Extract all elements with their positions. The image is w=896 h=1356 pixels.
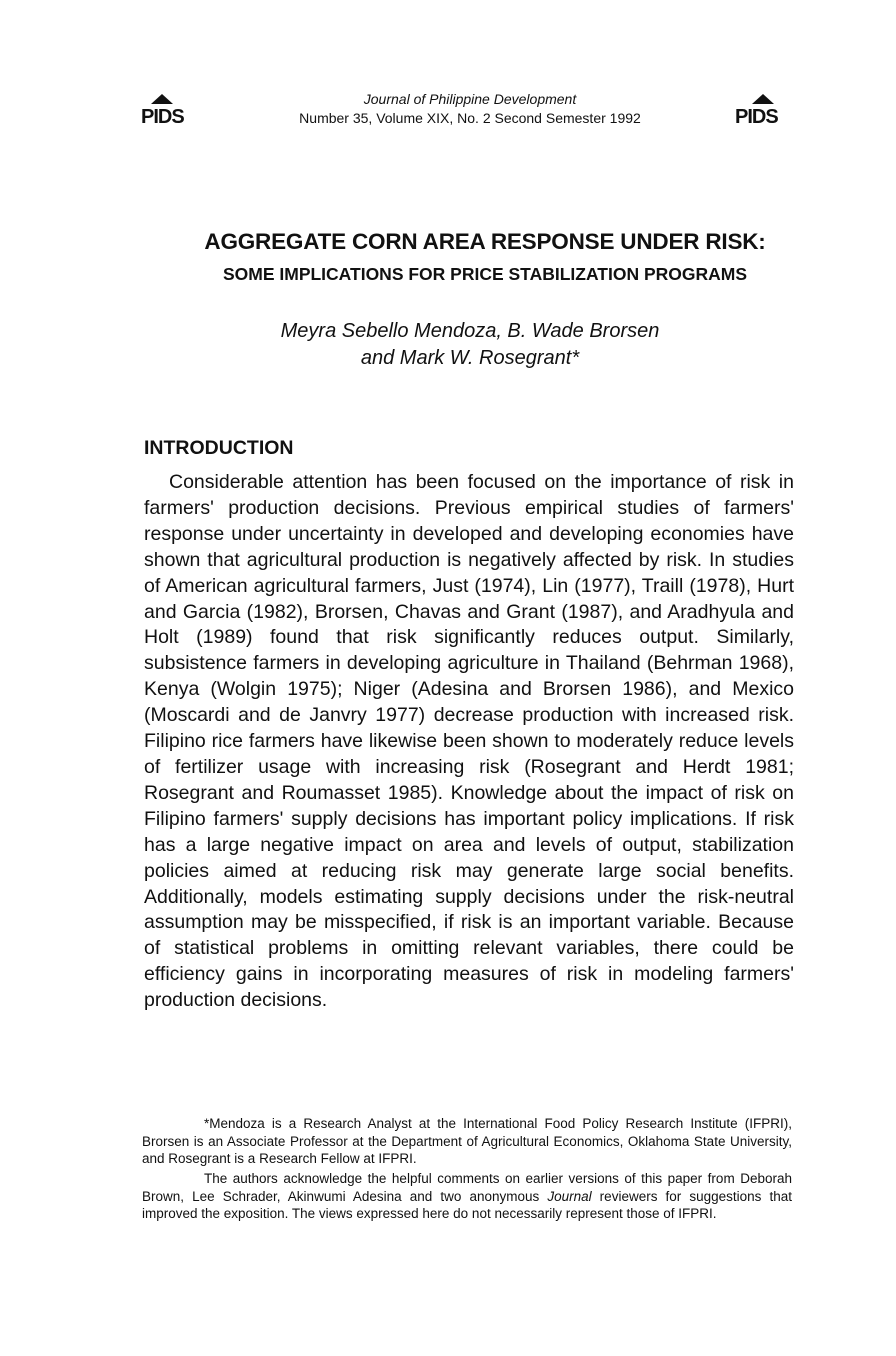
footnote-ack-text-1: The authors acknowledge the helpful comments on earlier versions of this paper from Deborah Brown, Lee Schrader, Akinwumi Adesina and two anonymous [142, 1171, 792, 1204]
footnote-acknowledgement [142, 1170, 792, 1223]
logo-left-text: PIDS [141, 106, 184, 126]
journal-issue: Number 35, Volume XIX, No. 2 Second Semester 1992 [299, 110, 641, 126]
journal-header [250, 90, 690, 128]
authors [200, 318, 740, 372]
introduction-paragraph: Considerable attention has been focused on the importance of risk in farmers' production decisions. Previous empirical studies of farmers' response under uncertainty in developed and developing economies have shown that agricultural production is negatively affected by risk. In studies of American agricultural farmers, Just (1974), Lin (1977), Traill (1978), Hurt and Garcia (1982), Brorsen, Chavas and Grant (1987), and Aradhyula and Holt (1989) found that risk significantly reduces output. Similarly, subsistence farmers in developing agriculture in Thailand (Behrman 1968), Kenya (Wolgin 1975); Niger (Adesina and Brorsen 1986), and Mexico (Moscardi and de Janvry 1977) decrease production with increased risk. Filipino rice farmers have likewise been shown to moderately reduce levels of fertilizer usage with increasing risk (Rosegrant and Herdt 1981; Rosegrant and Roumasset 1985). Knowledge about the impact of risk on Filipino farmers' supply decisions has important policy implications. If risk has a large negative impact on area and levels of output, stabilization policies aimed at reducing risk may generate large social benefits. Additionally, models estimating supply decisions under the risk-neutral assumption may be misspecified, if risk is an important variable. Because of statistical problems in omitting relevant variables, there could be efficiency gains in incorporating measures of risk in modeling farmers' production decisions. [144, 471, 794, 1012]
article-subtitle: SOME IMPLICATIONS FOR PRICE STABILIZATION PROGRAMS [222, 264, 748, 284]
authors-line-2: and Mark W. Rosegrant* [360, 347, 580, 369]
logo-right-text: PIDS [735, 106, 778, 126]
footnote-journal-word: Journal [547, 1188, 592, 1204]
article-title: AGGREGATE CORN AREA RESPONSE UNDER RISK: [204, 229, 766, 254]
footnote-affiliation: *Mendoza is a Research Analyst at the International Food Policy Research Institute (IFPRI), Brorsen is an Associate Professor at the Department of Agricultural Economics, Oklahoma State University, and Rosegrant is a Research Fellow at IFPRI. [142, 1116, 792, 1166]
journal-name: Journal of Philippine Development [363, 91, 577, 107]
section-heading: INTRODUCTION [144, 437, 294, 459]
footnote-ack-text-2: reviewers for suggestions that improved the exposition. The views expressed here do not necessarily represent those of IFPRI. [142, 1188, 792, 1221]
pids-logo-left [140, 92, 204, 126]
pids-logo-right [734, 92, 798, 126]
authors-line-1: Meyra Sebello Mendoza, B. Wade Brorsen [280, 320, 660, 342]
